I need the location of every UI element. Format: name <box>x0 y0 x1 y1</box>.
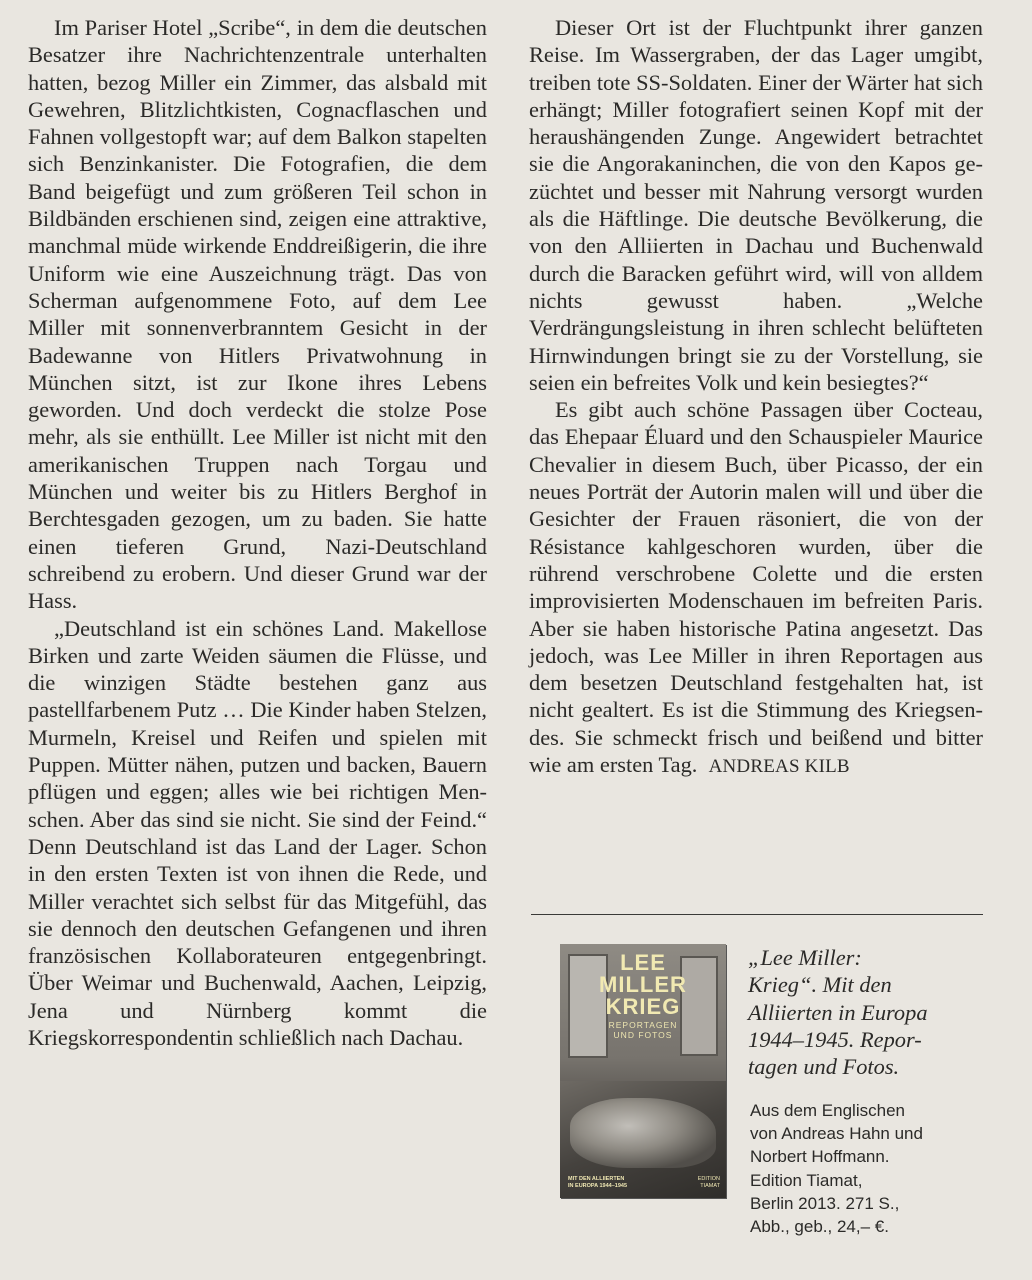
article-paragraph: „Deutschland ist ein schönes Land. Makellose Birken und zarte Weiden säumen die Flüsse, und die winzigen Städte bestehen ganz aus pastellfarbenem Putz … Die Kinder haben Stelzen, Murmeln, Kreisel und Reifen und spielen mit Puppen. Mütter nähen, putzen und backen, Bauern pflügen und eggen; alles wie bei richtigen Menschen. Aber das sind sie nicht. Sie sind der Feind.“ Denn Deutschland ist das Land der Lager. Schon in den ersten Texten ist von ihnen die Rede, und Miller verachtet sich selbst für das Mitgefühl, das sie dennoch den deutschen Gefangenen und ihren französischen Kollaborateuren entgegenbringt. Über Weimar und Buchenwald, Aachen, Leipzig, Jena und Nürnberg kommt die Kriegskorrespondentin schließlich nach Dachau. <box>28 615 487 1050</box>
cover-footer-line: IN EUROPA 1944–1945 <box>568 1183 628 1189</box>
article-column-right <box>529 14 983 780</box>
details-line: von Andreas Hahn und <box>750 1124 923 1144</box>
cover-photo-figures <box>570 1098 716 1168</box>
details-line: Norbert Hoffmann. <box>750 1147 890 1167</box>
cover-publisher-line: EDITION <box>697 1176 720 1182</box>
caption-line: „Lee Miller: <box>748 945 862 970</box>
cover-title-line: KRIEG <box>605 994 681 1019</box>
book-cover-image <box>560 944 726 1198</box>
cover-publisher <box>686 1176 720 1190</box>
details-line: Berlin 2013. 271 S., <box>750 1193 900 1213</box>
caption-line: Alliierten in Europa <box>748 999 928 1025</box>
cover-subtitle-line: UND FOTOS <box>613 1030 673 1040</box>
article-paragraph: Im Pariser Hotel „Scribe“, in dem die deutschen Besatzer ihre Nachrichtenzentrale unterhalten hatten, bezog Miller ein Zimmer, das alsbald mit Gewehren, Blitzlichtkisten, Cognacflaschen und Fahnen vollgestopft war; auf dem Balkon stapelten sich Benzinkanister. Die Fotografien, die dem Band beigefügt und zum größeren Teil schon in Bildbänden erschienen sind, zeigen eine attraktive, manchmal müde wirkende Enddreißigerin, die ihre Uniform wie eine Auszeichnung trägt. Das von Scherman aufgenommene Foto, auf dem Lee Miller mit sonnenverbranntem Gesicht in der Badewanne von Hitlers Privatwohnung in München sitzt, ist zur Ikone ihres Lebens geworden. Und doch verdeckt die stolze Pose mehr, als sie enthüllt. Lee Miller ist nicht mit den amerikanischen Truppen nach Torgau und München und weiter bis zu Hitlers Berghof in Berchtesgaden gezogen, um zu baden. Sie hatte einen tieferen Grund, Nazi-Deutschland schreibend zu erobern. Und dieser Grund war der Hass. <box>28 15 487 614</box>
article-paragraph-text: Es gibt auch schöne Passagen über Cocteau, das Ehepaar Éluard und den Schauspieler Maurice Chevalier in diesem Buch, über Picasso, der ein neues Porträt der Autorin malen will und über die Gesichter der Frauen räsoniert, die von der Résistance kahlgeschoren wurden, über die rührend verschrobene Colette und die ersten improvisierten Modenschauen im befreiten Paris. Aber sie haben historische Patina angesetzt. Das jedoch, was Lee Miller in ihren Reportagen aus dem besetzen Deutschland festgehalten hat, ist nicht gealtert. Es ist die Stimmung des Kriegsendes. Sie schmeckt frisch und beißend und bitter wie am ersten Tag. <box>529 397 983 778</box>
cover-footer <box>568 1176 678 1190</box>
book-title-caption <box>748 944 988 1080</box>
caption-line: tagen und Fotos. <box>748 1054 900 1080</box>
article-column-left <box>28 14 487 1051</box>
details-line: Aus dem Englischen <box>750 1101 905 1120</box>
section-divider <box>531 914 983 915</box>
cover-subtitle-line: REPORTAGEN <box>608 1020 678 1030</box>
author-signature: ANDREAS KILB <box>708 756 850 778</box>
cover-title-line: MILLER <box>599 972 687 997</box>
article-paragraph: Dieser Ort ist der Fluchtpunkt ihrer ganzen Reise. Im Wassergraben, der das Lager umgibt, treiben tote SS-Soldaten. Einer der Wärter hat sich erhängt; Miller fotografiert seinen Kopf mit der heraushängenden Zunge. Angewidert betrachtet sie die Angorakaninchen, die von den Kapos gezüchtet und besser mit Nahrung versorgt wurden als die Häftlinge. Die deutsche Bevölkerung, die von den Alliierten in Dachau und Buchenwald durch die Baracken geführt wird, will von alldem nichts gewusst haben. „Welche Verdrängungsleistung in ihren schlecht belüfteten Hirnwindungen bringt sie zu der Vorstellung, sie seien ein befreites Volk und kein besiegtes?“ <box>529 15 983 395</box>
caption-line: 1944–1945. Repor- <box>748 1026 922 1052</box>
cover-subtitle <box>560 1020 726 1040</box>
cover-title-line: LEE <box>620 950 666 975</box>
cover-publisher-line: TIAMAT <box>700 1183 720 1189</box>
cover-footer-line: MIT DEN ALLIIERTEN <box>568 1176 625 1182</box>
book-publication-details <box>750 1099 990 1238</box>
details-line: Edition Tiamat, <box>750 1170 863 1190</box>
details-line: Abb., geb., 24,– €. <box>750 1217 889 1237</box>
article-paragraph <box>529 396 983 780</box>
caption-line: Krieg“. Mit den <box>748 972 892 998</box>
